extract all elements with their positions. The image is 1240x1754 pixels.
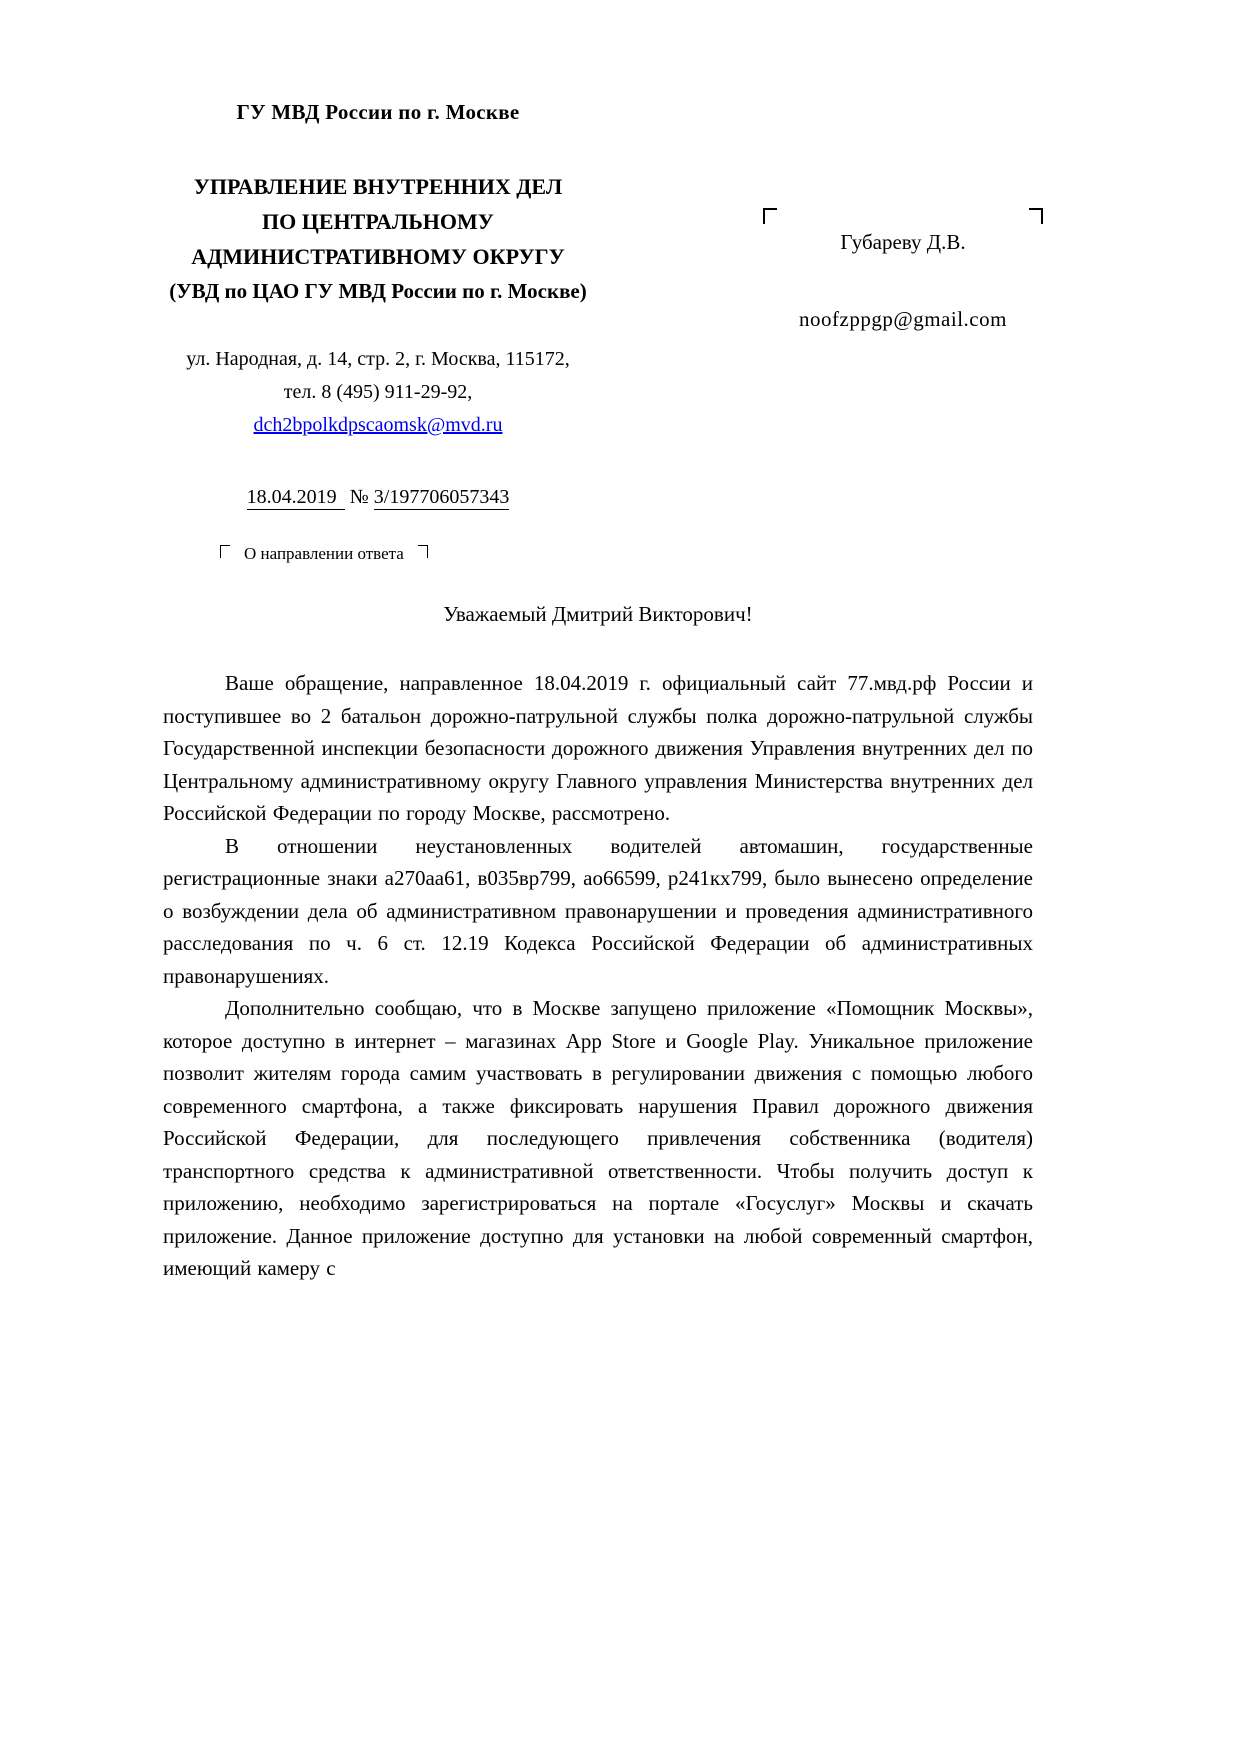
org-parent-title: ГУ МВД России по г. Москве — [236, 100, 520, 124]
subject-text: О направлении ответа — [244, 544, 404, 563]
corner-mark-top-left-icon — [763, 208, 777, 224]
ref-number-label: № — [349, 486, 369, 508]
addressee-block — [763, 208, 1043, 332]
addressee-row — [763, 208, 1043, 255]
org-phone: тел. 8 (495) 911-29-92, — [283, 381, 473, 403]
ref-date: 18.04.2019 — [247, 486, 345, 510]
org-name-line-2: ПО ЦЕНТРАЛЬНОМУ — [262, 209, 494, 234]
body-paragraph: Дополнительно сообщаю, что в Москве запущено приложение «Помощник Москвы», которое доступно в интернет – магазинах App Store и Google Play. Уникальное приложение позволит жителям города самим участвовать в регулировании движения с помощью любого современного смартфона, а также фиксировать нарушения Правил дорожного движения Российской Федерации, для последующего привлечения собственника (водителя) транспортного средства к административной ответственности. Чтобы получить доступ к приложению, необходимо зарегистрироваться на портале «Госуслуг» Москвы и скачать приложение. Данное приложение доступно для установки на любой современный смартфон, имеющий камеру с — [163, 996, 1033, 1280]
addressee-name: Губареву Д.В. — [840, 230, 966, 254]
org-email-link[interactable]: dch2bpolkdpscaomsk@mvd.ru — [253, 414, 503, 436]
ref-line — [108, 486, 648, 509]
corner-mark-top-left-icon — [220, 545, 230, 558]
letterhead-left — [108, 100, 648, 564]
body-paragraph: Ваше обращение, направленное 18.04.2019 г. официальный сайт 77.мвд.рф России и поступившее во 2 батальон дорожно-патрульной службы полка дорожно-патрульной службы Государственной инспекции безопасности дорожного движения Управления внутренних дел по Центральному административному округу Главного управления Министерства внутренних дел Российской Федерации по городу Москве, рассмотрено. — [163, 671, 1033, 825]
corner-mark-top-right-icon — [1029, 208, 1043, 224]
salutation: Уважаемый Дмитрий Викторович! — [443, 602, 753, 626]
org-name — [108, 169, 648, 274]
corner-mark-top-right-icon — [418, 545, 428, 558]
subject-line — [108, 542, 648, 564]
org-abbreviation: (УВД по ЦАО ГУ МВД России по г. Москве) — [169, 279, 587, 303]
org-name-line-1: УПРАВЛЕНИЕ ВНУТРЕННИХ ДЕЛ — [193, 174, 563, 199]
recipient-email: noofzppgp@gmail.com — [799, 307, 1007, 331]
org-address: ул. Народная, д. 14, стр. 2, г. Москва, 115172, — [186, 348, 570, 370]
ref-number: 3/197706057343 — [373, 486, 510, 508]
letter-body — [163, 602, 1033, 1285]
org-address-block — [108, 343, 648, 442]
org-name-line-3: АДМИНИСТРАТИВНОМУ ОКРУГУ — [191, 244, 565, 269]
body-paragraph: В отношении неустановленных водителей автомашин, государственные регистрационные знаки а270аа61, в035вр799, ао66599, р241кх799, было вынесено определение о возбуждении дела об административном правонарушении и проведения административного расследования по ч. 6 ст. 12.19 Кодекса Российской Федерации об административных правонарушениях. — [163, 833, 1033, 988]
